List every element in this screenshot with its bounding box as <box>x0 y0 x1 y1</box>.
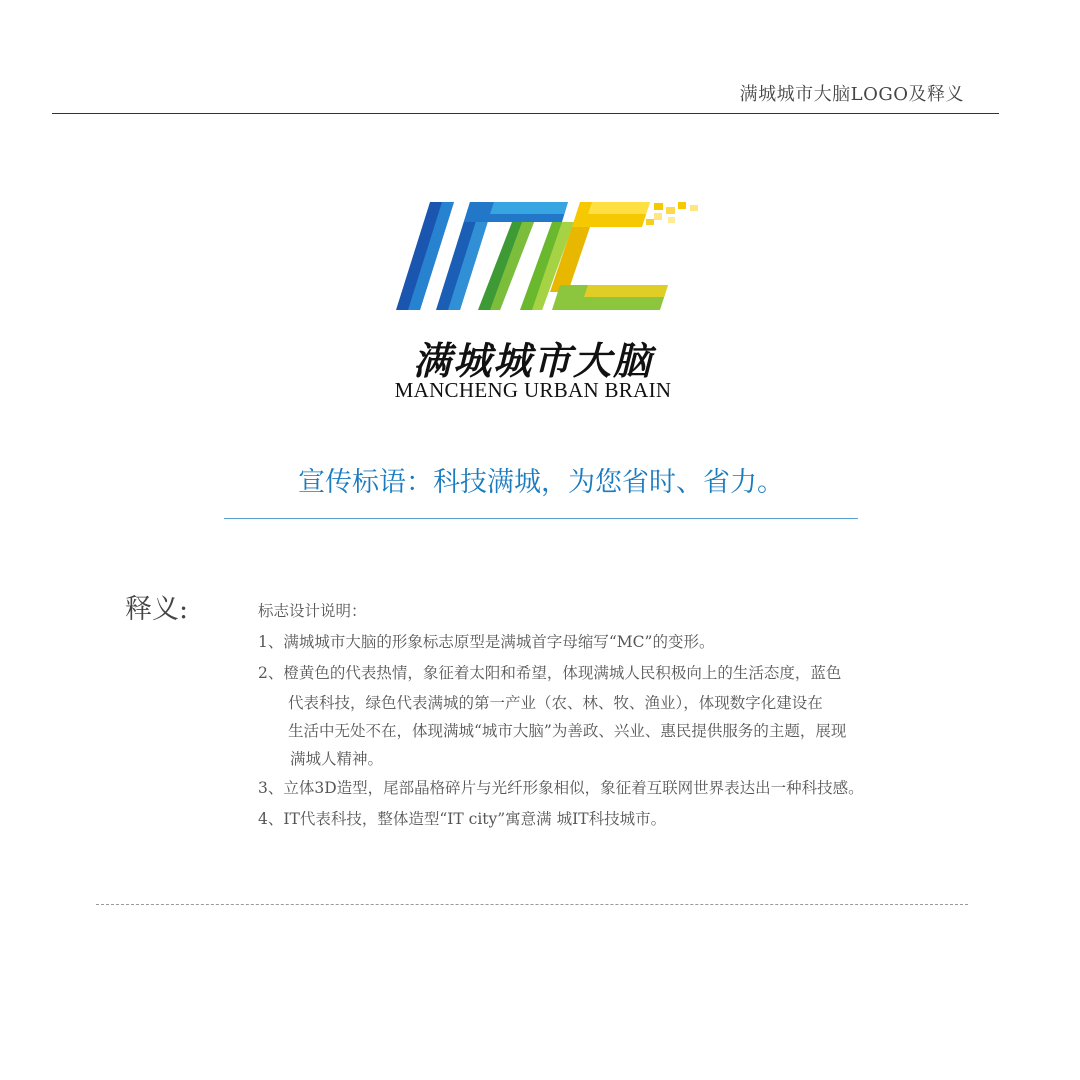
slogan-divider <box>224 518 858 519</box>
explanation-intro: 标志设计说明： <box>258 602 367 620</box>
explanation-item: 4、IT代表科技，整体造型“IT city”寓意满 城IT科技城市。 <box>258 810 667 828</box>
bottom-dashed-divider <box>96 904 968 905</box>
slogan: 宣传标语：科技满城，为您省时、省力。 <box>298 467 784 498</box>
logo-chinese-name: 满城城市大脑 <box>412 338 653 383</box>
explanation-item-continuation: 生活中无处不在，体现满城“城市大脑”为善政、兴业、惠民提供服务的主题，展现 <box>288 722 847 740</box>
explanation-item-continuation: 代表科技，绿色代表满城的第一产业（农、林、牧、渔业），体现数字化建设在 <box>288 694 823 712</box>
explanation-body <box>258 596 978 835</box>
header-divider <box>52 113 999 114</box>
page-header-title: 满城城市大脑LOGO及释义 <box>739 84 964 105</box>
logo-english-name: MANCHENG URBAN BRAIN <box>394 378 672 402</box>
explanation-item: 1、满城城市大脑的形象标志原型是满城首字母缩写“MC”的变形。 <box>258 633 715 651</box>
explanation-item: 3、立体3D造型，尾部晶格碎片与光纤形象相似，象征着互联网世界表达出一种科技感。 <box>258 779 864 797</box>
explanation-label: 释义: <box>125 594 189 625</box>
explanation-item-continuation: 满城人精神。 <box>290 750 384 768</box>
logo-mark-icon <box>392 197 712 315</box>
explanation-item: 2、橙黄色的代表热情，象征着太阳和希望，体现满城人民积极向上的生活态度，蓝色 <box>258 664 842 682</box>
